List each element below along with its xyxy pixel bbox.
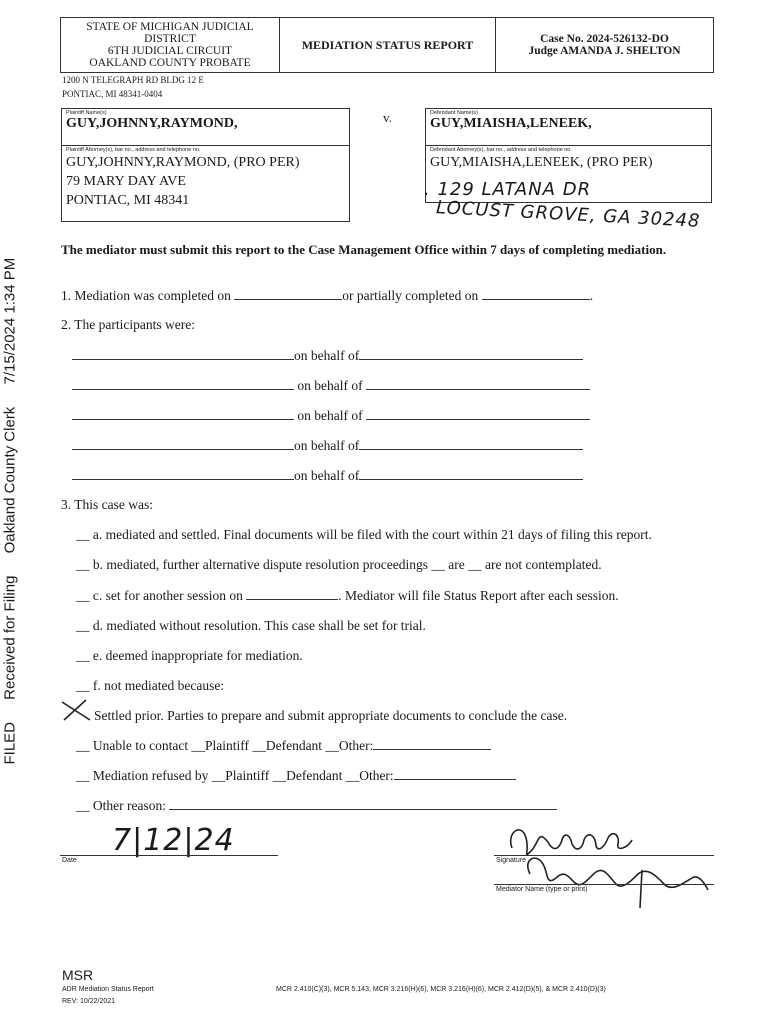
signature-line	[494, 855, 714, 856]
plaintiff-attorney-label: Plaintiff Attorney(s), bar no., address and telephone no.	[66, 147, 201, 153]
unable-other-field[interactable]	[373, 737, 491, 750]
plaintiff-name-label: Plaintiff Name(s)	[66, 110, 107, 116]
filing-stamp	[1, 257, 19, 774]
handwritten-date: 7|12|24	[112, 823, 235, 858]
plaintiff-name: GUY,JOHNNY,RAYMOND,	[66, 116, 238, 131]
defendant-hand-address-street: . 129 LATANA DR	[424, 179, 592, 200]
court-name: STATE OF MICHIGAN JUDICIAL DISTRICT 6TH JUDICIAL CIRCUIT OAKLAND COUNTY PROBATE	[61, 18, 280, 72]
option-f[interactable]: __ f. not mediated because:	[76, 678, 225, 693]
next-session-date-field[interactable]	[246, 587, 338, 600]
participant-row: on behalf of	[72, 407, 590, 424]
participant-name-field[interactable]	[72, 377, 294, 390]
partial-date-field[interactable]	[482, 287, 590, 300]
versus-label: v.	[383, 110, 392, 125]
plaintiff-box	[61, 108, 350, 222]
participant-party-field[interactable]	[359, 437, 583, 450]
form-full-title: ADR Mediation Status Report	[62, 986, 154, 993]
stamp-datetime: 7/15/2024 1:34 PM	[1, 257, 19, 385]
option-c[interactable]: __ c. set for another session on . Mediator will file Status Report after each session.	[76, 588, 619, 603]
instructions: The mediator must submit this report to the Case Management Office within 7 days of completing mediation.	[61, 242, 667, 257]
signature-label: Signature	[496, 857, 526, 864]
participant-name-field[interactable]	[72, 347, 294, 360]
plaintiff-city-line: PONTIAC, MI 48341	[66, 193, 190, 208]
court-rules-reference: MCR 2.410(C)(3), MCR 5.143, MCR 3.216(H)(6), MCR 3.216(H)(6), MCR 2.412(D)(5), & MCR 2.410(D)(3)	[276, 986, 606, 993]
defendant-name-label: Defendant Name(s)	[430, 110, 478, 116]
participant-row: on behalf of	[72, 347, 583, 364]
form-title: MEDIATION STATUS REPORT	[280, 18, 496, 72]
case-info	[496, 18, 713, 72]
date-line	[60, 855, 278, 856]
participant-row: on behalf of	[72, 437, 583, 454]
date-label: Date	[62, 857, 77, 864]
stamp-received: Received for Filing	[1, 575, 19, 700]
participant-row: on behalf of	[72, 377, 590, 394]
option-mediation-refused[interactable]: __ Mediation refused by __Plaintiff __Defendant __Other:	[76, 767, 516, 784]
defendant-attorney-label: Defendant Attorney(s), bar no., address and telephone no.	[430, 147, 572, 153]
participant-row: on behalf of	[72, 467, 583, 484]
refused-other-field[interactable]	[394, 767, 516, 780]
participant-name-field[interactable]	[72, 437, 294, 450]
option-d[interactable]: __ d. mediated without resolution. This case shall be set for trial.	[76, 618, 426, 633]
case-number: Case No. 2024-526132-DO	[540, 33, 669, 45]
court-address: 1200 N TELEGRAPH RD BLDG 12 E PONTIAC, MI 48341-0404	[62, 75, 204, 99]
participant-party-field[interactable]	[366, 377, 590, 390]
form-revision: REV: 10/22/2021	[62, 998, 116, 1005]
checked-x-mark	[60, 698, 94, 722]
participant-party-field[interactable]	[359, 467, 583, 480]
plaintiff-attorney-line: GUY,JOHNNY,RAYMOND, (PRO PER)	[66, 155, 300, 170]
item-3-label: 3. This case was:	[61, 497, 153, 512]
form-header	[60, 17, 714, 73]
plaintiff-address-line: 79 MARY DAY AVE	[66, 174, 186, 189]
judge-name: Judge AMANDA J. SHELTON	[528, 45, 681, 57]
option-unable-to-contact[interactable]: __ Unable to contact __Plaintiff __Defendant __Other:	[76, 737, 491, 754]
participant-name-field[interactable]	[72, 467, 294, 480]
mediator-name-line	[494, 884, 714, 885]
participant-party-field[interactable]	[359, 347, 583, 360]
participant-party-field[interactable]	[366, 407, 590, 420]
option-other-reason[interactable]: __ Other reason:	[76, 797, 557, 814]
defendant-hand-address-city: LOCUST GROVE, GA 30248	[435, 197, 701, 232]
item-1: 1. Mediation was completed on or partially completed on .	[61, 288, 594, 303]
defendant-name: GUY,MIAISHA,LENEEK,	[430, 116, 592, 131]
mediator-signature-scribble	[492, 812, 722, 912]
option-settled-prior[interactable]: Settled prior. Parties to prepare and submit appropriate documents to conclude the case.	[94, 708, 568, 723]
mediator-name-label: Mediator Name (type or print)	[496, 886, 588, 893]
other-reason-field[interactable]	[169, 797, 557, 810]
stamp-status: FILED	[1, 721, 19, 765]
form-code: MSR	[62, 967, 94, 983]
item-2-label: 2. The participants were:	[61, 317, 195, 332]
defendant-attorney-line: GUY,MIAISHA,LENEEK, (PRO PER)	[430, 155, 653, 170]
option-e[interactable]: __ e. deemed inappropriate for mediation.	[76, 648, 303, 663]
stamp-clerk: Oakland County Clerk	[1, 406, 19, 554]
participant-name-field[interactable]	[72, 407, 294, 420]
option-a[interactable]: __ a. mediated and settled. Final documents will be filed with the court within 21 days of filing this report.	[76, 527, 652, 542]
option-b[interactable]: __ b. mediated, further alternative dispute resolution proceedings __ are __ are not contemplated.	[76, 557, 602, 572]
completed-date-field[interactable]	[234, 287, 342, 300]
